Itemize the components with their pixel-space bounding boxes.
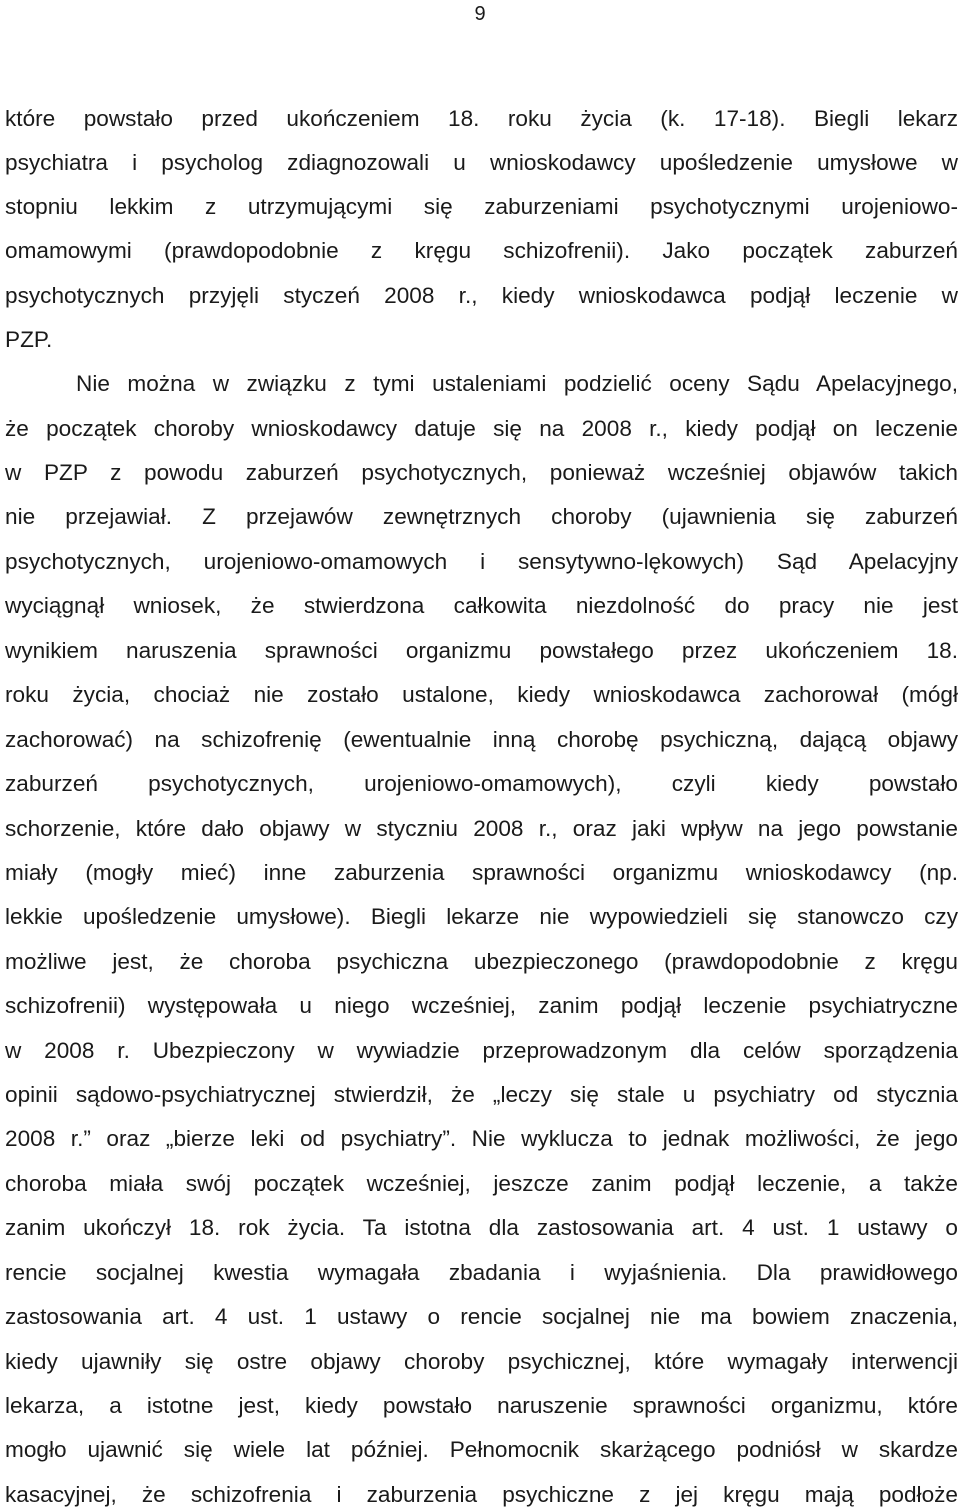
text-line: stopniu lekkim z utrzymującymi się zaburzeniami psychotycznymi urojeniowo- (5, 194, 958, 219)
text-line: lekkie upośledzenie umysłowe). Biegli lekarze nie wypowiedzieli się stanowczo czy (5, 904, 958, 929)
text-line: zastosowania art. 4 ust. 1 ustawy o rencie socjalnej nie ma bowiem znaczenia, (5, 1304, 958, 1329)
text-line: w 2008 r. Ubezpieczony w wywiadzie przeprowadzonym dla celów sporządzenia (5, 1038, 958, 1063)
text-line: wyciągnął wniosek, że stwierdzona całkowita niezdolność do pracy nie jest (5, 593, 958, 618)
text-line: mogło ujawnić się wiele lat później. Pełnomocnik skarżącego podniósł w skardze (5, 1437, 958, 1462)
paragraph-first-line: Nie można w związku z tymi ustaleniami podzielić oceny Sądu Apelacyjnego, (76, 371, 958, 396)
text-line: psychotycznych przyjęli styczeń 2008 r., kiedy wnioskodawca podjął leczenie w (5, 283, 958, 308)
text-line: schizofrenii) występowała u niego wcześniej, zanim podjął leczenie psychiatryczne (5, 993, 958, 1018)
text-line: roku życia, chociaż nie zostało ustalone, kiedy wnioskodawca zachorował (mógł (5, 682, 958, 707)
text-line: nie przejawiał. Z przejawów zewnętrznych choroby (ujawnienia się zaburzeń (5, 504, 958, 529)
text-line: schorzenie, które dało objawy w styczniu 2008 r., oraz jaki wpływ na jego powstanie (5, 816, 958, 841)
text-line: rencie socjalnej kwestia wymagała zbadania i wyjaśnienia. Dla prawidłowego (5, 1260, 958, 1285)
text-line: kiedy ujawniły się ostre objawy choroby psychicznej, które wymagały interwencji (5, 1349, 958, 1374)
text-line: możliwe jest, że choroba psychiczna ubezpieczonego (prawdopodobnie z kręgu (5, 949, 958, 974)
text-line: psychotycznych, urojeniowo-omamowych i sensytywno-lękowych) Sąd Apelacyjny (5, 549, 958, 574)
text-line: zanim ukończył 18. rok życia. Ta istotna dla zastosowania art. 4 ust. 1 ustawy o (5, 1215, 958, 1240)
text-line: zaburzeń psychotycznych, urojeniowo-omamowych), czyli kiedy powstało (5, 771, 958, 796)
text-line: wynikiem naruszenia sprawności organizmu powstałego przez ukończeniem 18. (5, 638, 958, 663)
text-line: opinii sądowo-psychiatrycznej stwierdził, że „leczy się stale u psychiatry od stycznia (5, 1082, 958, 1107)
text-line: miały (mogły mieć) inne zaburzenia sprawności organizmu wnioskodawcy (np. (5, 860, 958, 885)
page-number: 9 (474, 3, 486, 25)
text-line: PZP. (5, 327, 53, 352)
text-line: które powstało przed ukończeniem 18. roku życia (k. 17-18). Biegli lekarz (5, 106, 958, 131)
text-line: kasacyjnej, że schizofrenia i zaburzenia psychiczne z jej kręgu mają podłoże (5, 1482, 958, 1507)
text-line: 2008 r.” oraz „bierze leki od psychiatry”. Nie wyklucza to jednak możliwości, że jego (5, 1126, 958, 1151)
text-line: w PZP z powodu zaburzeń psychotycznych, ponieważ wcześniej objawów takich (5, 460, 958, 485)
text-line: psychiatra i psycholog zdiagnozowali u wnioskodawcy upośledzenie umysłowe w (5, 150, 958, 175)
text-line: zachorować) na schizofrenię (ewentualnie inną chorobę psychiczną, dającą objawy (5, 727, 958, 752)
text-line: choroba miała swój początek wcześniej, jeszcze zanim podjął leczenie, a także (5, 1171, 958, 1196)
text-line: lekarza, a istotne jest, kiedy powstało naruszenie sprawności organizmu, które (5, 1393, 958, 1418)
text-line: że początek choroby wnioskodawcy datuje się na 2008 r., kiedy podjął on leczenie (5, 416, 958, 441)
text-line: omamowymi (prawdopodobnie z kręgu schizofrenii). Jako początek zaburzeń (5, 238, 958, 263)
